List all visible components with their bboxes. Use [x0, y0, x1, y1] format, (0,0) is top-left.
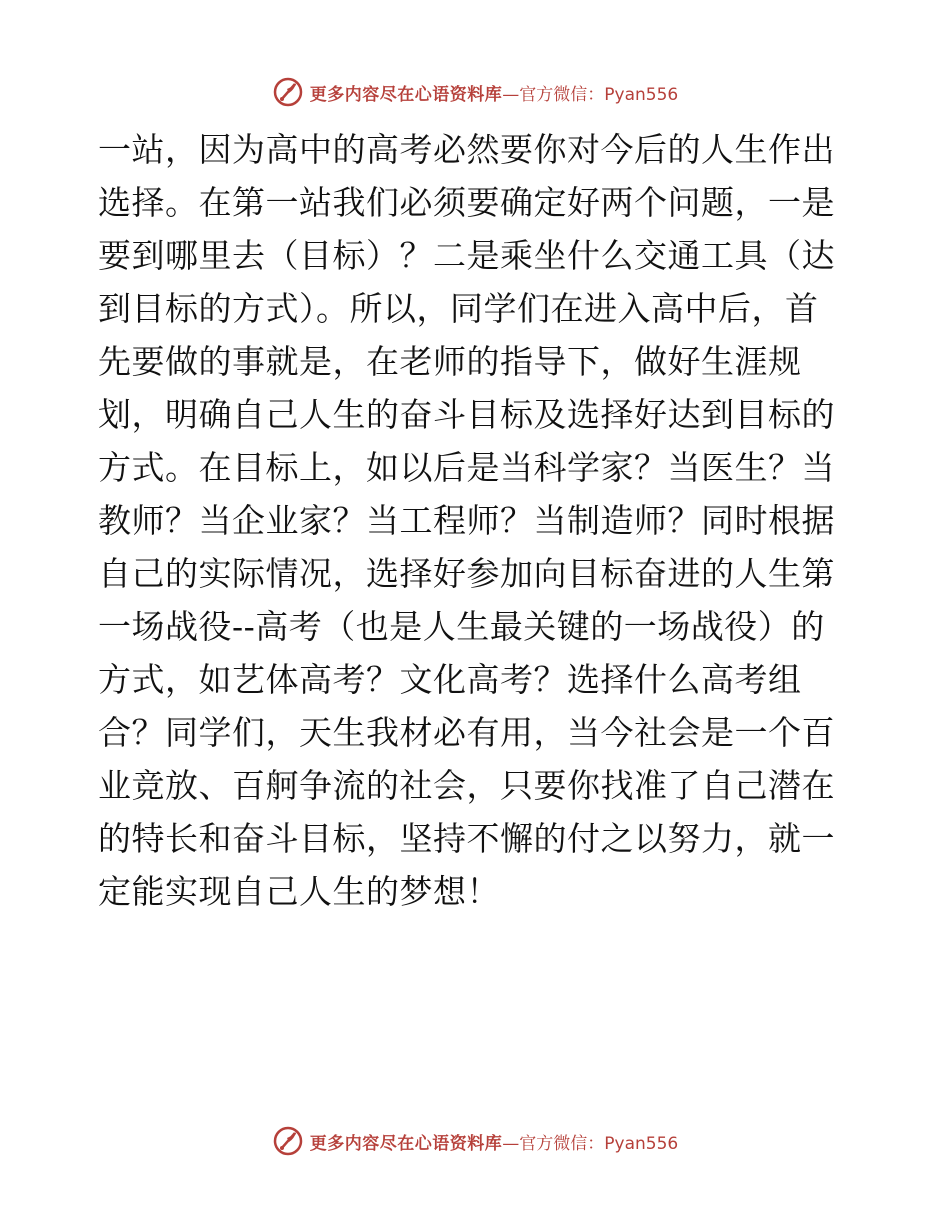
header-watermark	[0, 72, 950, 112]
watermark-contact-text: —官方微信：Pyan556	[502, 1133, 679, 1154]
text-line: 选择。在第一站我们必须要确定好两个问题，一是	[98, 183, 835, 222]
text-line: 一站，因为高中的高考必然要你对今后的人生作出	[98, 130, 835, 169]
text-line: 划，明确自己人生的奋斗目标及选择好达到目标的	[98, 395, 835, 434]
footer-watermark	[0, 1121, 950, 1161]
watermark-main-text: 更多内容尽在心语资料库	[309, 84, 503, 105]
text-line: 合？同学们，天生我材必有用，当今社会是一个百	[98, 713, 835, 752]
text-line: 的特长和奋斗目标，坚持不懈的付之以努力，就一	[98, 819, 835, 858]
text-line: 一场战役--高考（也是人生最关键的一场战役）的	[98, 607, 825, 646]
text-line: 自己的实际情况，选择好参加向目标奋进的人生第	[98, 554, 835, 593]
text-line: 方式。在目标上，如以后是当科学家？当医生？当	[98, 448, 835, 487]
watermark-main-text: 更多内容尽在心语资料库	[309, 1133, 503, 1154]
quill-logo-icon	[272, 1125, 304, 1157]
quill-logo-icon	[272, 76, 304, 108]
text-line: 到目标的方式）。所以，同学们在进入高中后，首	[98, 289, 819, 328]
text-line: 方式，如艺体高考？文化高考？选择什么高考组	[98, 660, 802, 699]
text-line: 业竞放、百舸争流的社会，只要你找准了自己潜在	[98, 766, 835, 805]
text-line: 教师？当企业家？当工程师？当制造师？同时根据	[98, 501, 835, 540]
text-line: 要到哪里去（目标）？二是乘坐什么交通工具（达	[98, 236, 835, 275]
text-line: 定能实现自己人生的梦想！	[98, 872, 500, 911]
document-body	[98, 123, 858, 918]
watermark-contact-text: —官方微信：Pyan556	[502, 84, 679, 105]
text-line: 先要做的事就是，在老师的指导下，做好生涯规	[98, 342, 802, 381]
